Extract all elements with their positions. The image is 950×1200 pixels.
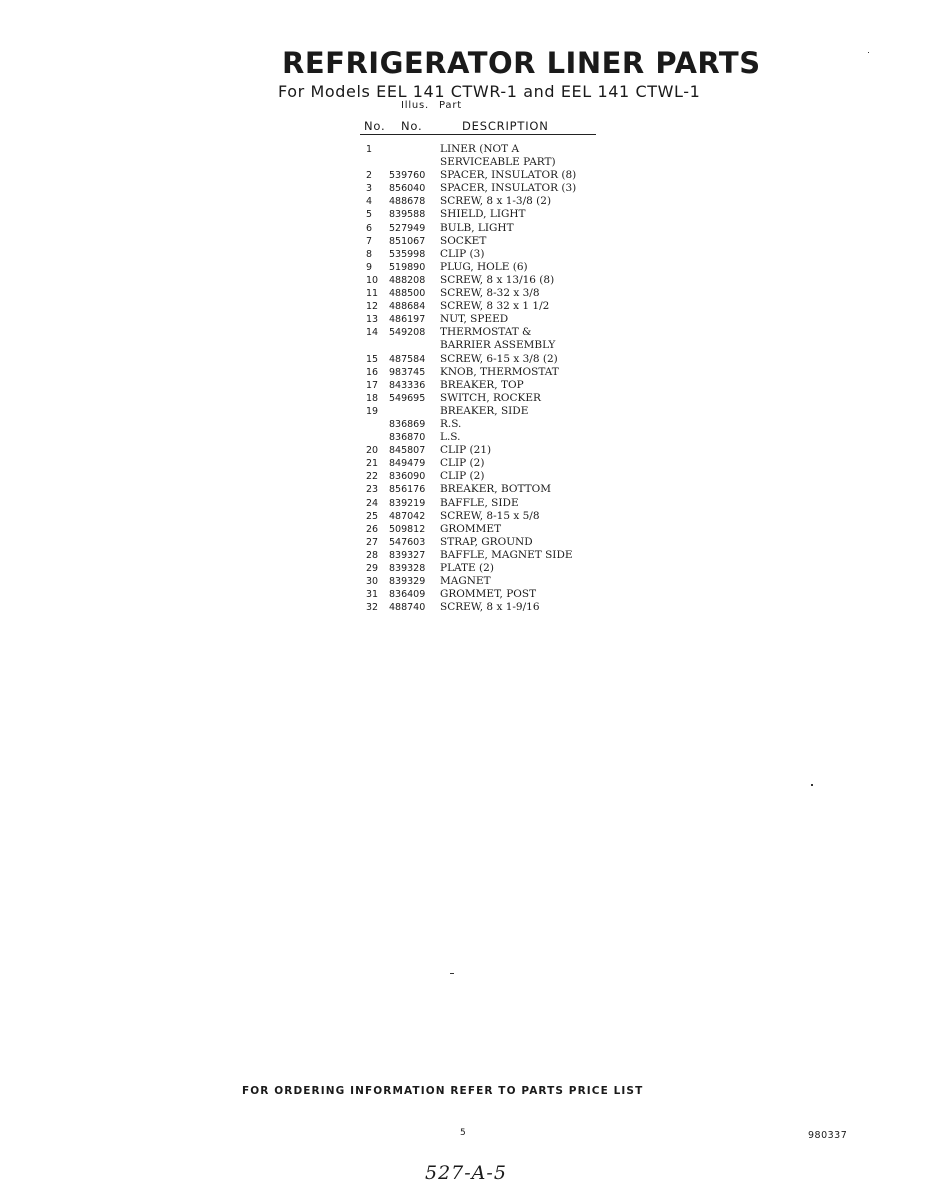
part-description: GROMMET, POST (440, 588, 537, 601)
part-description: BULB, LIGHT (440, 221, 514, 234)
illus-number: 4 (366, 196, 373, 208)
table-row (360, 208, 620, 221)
part-description: CLIP (3) (440, 247, 485, 260)
part-description: LINER (NOT A (440, 143, 520, 155)
part-number: 487042 (389, 510, 426, 522)
table-row (360, 313, 620, 326)
part-number: 849479 (389, 458, 426, 470)
table-row (360, 536, 620, 549)
illus-number: 18 (366, 392, 379, 404)
table-row (360, 444, 620, 457)
illus-number: 31 (366, 589, 379, 601)
part-number: 839329 (389, 576, 426, 588)
illus-number: 7 (366, 235, 373, 247)
table-row (360, 405, 620, 418)
ordering-info-footer: FOR ORDERING INFORMATION REFER TO PARTS PRICE LIST (242, 1085, 644, 1097)
illus-number: 5 (366, 209, 373, 221)
table-row (360, 366, 620, 379)
part-number: 509812 (389, 523, 426, 535)
part-description: SOCKET (440, 234, 487, 247)
document-subtitle: For Models EEL 141 CTWR-1 and EEL 141 CTWL-1 (278, 82, 701, 101)
table-row (360, 195, 620, 208)
table-row (360, 235, 620, 248)
part-description: CLIP (21) (440, 444, 492, 457)
table-row (360, 549, 620, 562)
part-description: SCREW, 8 x 1-9/16 (440, 601, 540, 614)
table-row (360, 510, 620, 523)
illus-number: 25 (366, 510, 379, 522)
part-number: 836090 (389, 471, 426, 483)
header-description: DESCRIPTION (462, 119, 549, 133)
table-row (360, 353, 620, 366)
illus-number: 9 (366, 261, 373, 273)
part-number: 845807 (389, 445, 426, 457)
header-part-no: No. (401, 119, 423, 133)
table-row (360, 562, 620, 575)
part-description: BARRIER ASSEMBLY (440, 339, 556, 352)
table-row (360, 287, 620, 300)
part-description: SERVICEABLE PART) (440, 156, 556, 169)
illus-number: 3 (366, 183, 373, 195)
illus-number: 30 (366, 576, 379, 588)
scan-speck (450, 973, 454, 974)
table-row (360, 182, 620, 195)
part-number: 486197 (389, 314, 426, 326)
table-row (360, 156, 620, 169)
part-description: BREAKER, SIDE (440, 404, 529, 417)
part-description: KNOB, THERMOSTAT (440, 365, 559, 378)
table-row (360, 601, 620, 614)
part-number: 836870 (389, 432, 426, 444)
illus-number: 1 (366, 144, 373, 155)
illus-number: 21 (366, 458, 379, 470)
part-number: 539760 (389, 170, 426, 182)
part-description: SPACER, INSULATOR (8) (440, 169, 577, 182)
part-number: 488684 (389, 301, 426, 313)
table-row (360, 339, 620, 352)
illus-number: 12 (366, 301, 379, 313)
part-number: 983745 (389, 366, 426, 378)
table-row (360, 248, 620, 261)
part-description: BAFFLE, MAGNET SIDE (440, 548, 573, 561)
part-number: 839588 (389, 209, 426, 221)
part-description: SCREW, 8 x 1-3/8 (2) (440, 195, 552, 208)
part-description: BREAKER, TOP (440, 378, 524, 391)
illus-number: 8 (366, 248, 373, 260)
part-number: 836869 (389, 418, 426, 430)
table-row (360, 143, 620, 156)
part-description: SCREW, 8 32 x 1 1/2 (440, 300, 550, 313)
header-illus-label: Illus. (401, 100, 430, 111)
illus-number: 16 (366, 366, 379, 378)
table-row (360, 523, 620, 536)
illus-number: 11 (366, 288, 379, 300)
illus-number: 10 (366, 274, 379, 286)
table-row (360, 379, 620, 392)
table-row (360, 326, 620, 339)
part-description: NUT, SPEED (440, 313, 509, 326)
scan-speck (811, 784, 813, 786)
illus-number: 15 (366, 353, 379, 365)
document-code: 980337 (808, 1130, 848, 1141)
part-description: SCREW, 8-32 x 3/8 (440, 287, 540, 300)
part-number: 549208 (389, 327, 426, 339)
column-header-top (401, 100, 462, 111)
illus-number: 24 (366, 497, 379, 509)
part-number: 547603 (389, 536, 426, 548)
table-row (360, 457, 620, 470)
part-number: 519890 (389, 261, 426, 273)
part-description: R.S. (440, 417, 462, 430)
part-number: 856040 (389, 183, 426, 195)
part-description: MAGNET (440, 575, 491, 588)
header-illus-no: No. (364, 119, 386, 133)
handwritten-note: 527-A-5 (425, 1162, 507, 1184)
part-description: THERMOSTAT & (440, 326, 532, 339)
illus-number: 27 (366, 536, 379, 548)
table-row (360, 497, 620, 510)
part-description: CLIP (2) (440, 457, 485, 470)
header-rule (360, 134, 596, 135)
illus-number: 29 (366, 563, 379, 574)
illus-number: 19 (366, 405, 379, 417)
header-part-label: Part (439, 100, 462, 111)
table-row (360, 222, 620, 235)
scan-speck (868, 52, 869, 53)
part-description: SCREW, 6-15 x 3/8 (2) (440, 352, 558, 365)
illus-number: 20 (366, 445, 379, 457)
part-number: 488500 (389, 288, 426, 300)
part-number: 836409 (389, 589, 426, 601)
table-row (360, 169, 620, 182)
illus-number: 13 (366, 314, 379, 326)
part-number: 839328 (389, 563, 426, 574)
part-description: SWITCH, ROCKER (440, 391, 541, 404)
part-description: SHIELD, LIGHT (440, 208, 526, 221)
part-description: PLUG, HOLE (6) (440, 260, 528, 273)
table-row (360, 392, 620, 405)
part-description: L.S. (440, 431, 461, 444)
illus-number: 26 (366, 523, 379, 535)
part-number: 488678 (389, 196, 426, 208)
illus-number: 32 (366, 602, 379, 614)
part-description: SPACER, INSULATOR (3) (440, 182, 577, 195)
parts-table (360, 143, 620, 614)
table-row (360, 588, 620, 601)
table-row (360, 300, 620, 313)
part-number: 839219 (389, 497, 426, 509)
table-row (360, 274, 620, 287)
part-number: 535998 (389, 248, 426, 260)
part-number: 487584 (389, 353, 426, 365)
document-title: REFRIGERATOR LINER PARTS (282, 46, 761, 80)
part-number: 843336 (389, 379, 426, 391)
table-row (360, 575, 620, 588)
illus-number: 28 (366, 549, 379, 561)
illus-number: 23 (366, 484, 379, 496)
part-description: STRAP, GROUND (440, 535, 533, 548)
part-number: 488208 (389, 274, 426, 286)
illus-number: 2 (366, 170, 373, 182)
part-description: CLIP (2) (440, 470, 485, 483)
part-number: 839327 (389, 549, 426, 561)
table-row (360, 431, 620, 444)
part-description: BAFFLE, SIDE (440, 496, 519, 509)
page-number: 5 (460, 1128, 466, 1138)
part-number: 488740 (389, 602, 426, 614)
illus-number: 17 (366, 379, 379, 391)
part-number: 856176 (389, 484, 426, 496)
illus-number: 22 (366, 471, 379, 483)
part-description: SCREW, 8 x 13/16 (8) (440, 273, 555, 286)
part-description: BREAKER, BOTTOM (440, 483, 552, 496)
part-number: 851067 (389, 235, 426, 247)
part-number: 549695 (389, 392, 426, 404)
table-row (360, 470, 620, 483)
part-description: SCREW, 8-15 x 5/8 (440, 509, 540, 522)
table-row (360, 483, 620, 496)
illus-number: 14 (366, 327, 379, 339)
table-row (360, 418, 620, 431)
part-description: PLATE (2) (440, 562, 494, 574)
table-row (360, 261, 620, 274)
part-number: 527949 (389, 222, 426, 234)
illus-number: 6 (366, 222, 373, 234)
part-description: GROMMET (440, 522, 502, 535)
